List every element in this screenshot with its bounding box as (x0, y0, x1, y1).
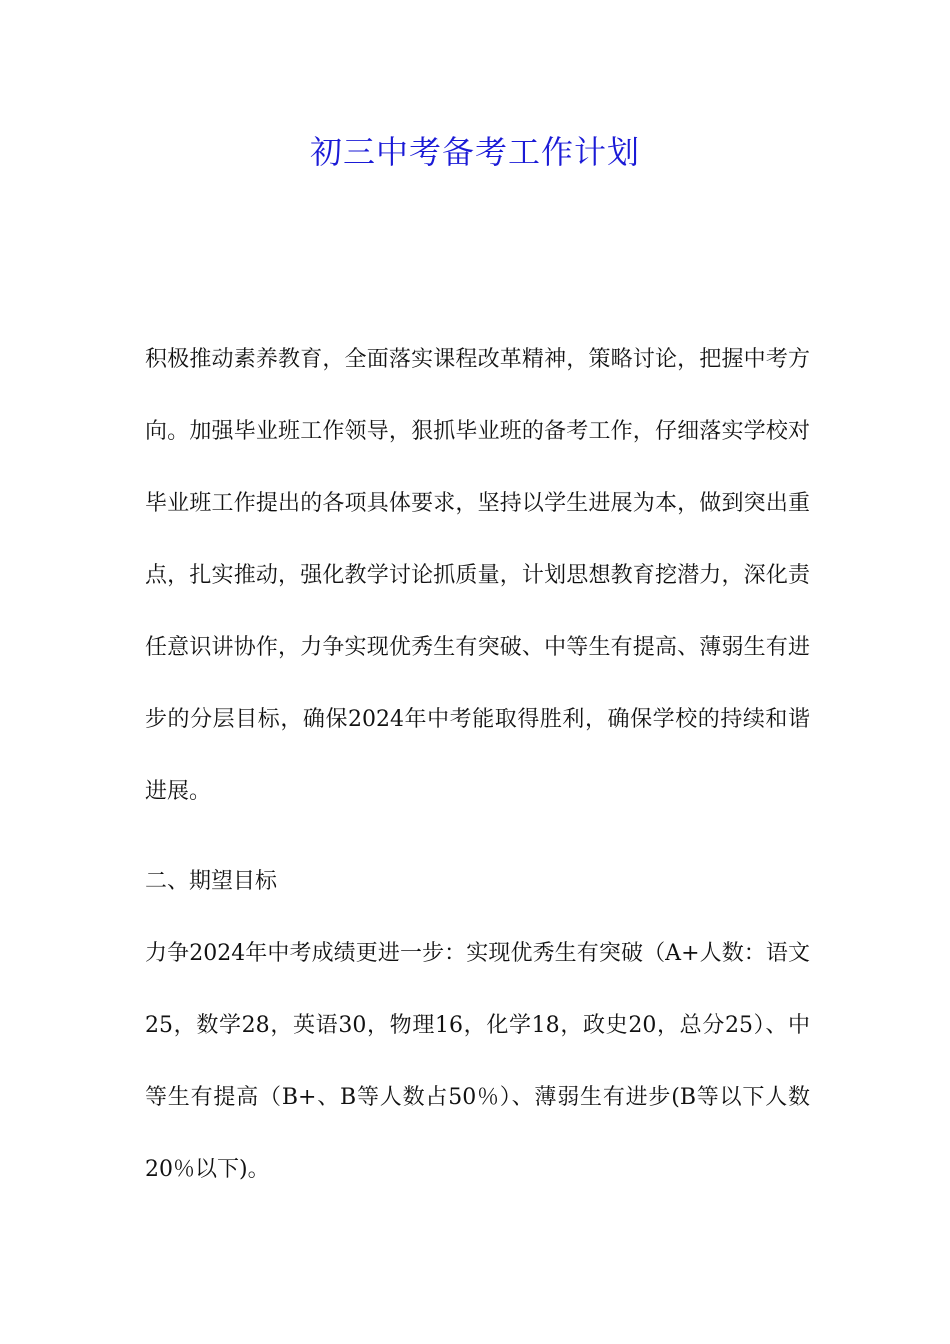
paragraph-goals: 力争2024年中考成绩更进一步：实现优秀生有突破（A+人数：语文25，数学28，英语30，物理16，化学18，政史20，总分25）、中等生有提高（B+、B等人数占50％）、薄弱生有进步(B等以下人数20％以下)。 (145, 941, 810, 1182)
section-heading-expected-goals: 二、期望目标 (145, 869, 278, 894)
paragraph-intro: 积极推动素养教育，全面落实课程改革精神，策略讨论，把握中考方向。加强毕业班工作领导，狠抓毕业班的备考工作，仔细落实学校对毕业班工作提出的各项具体要求，坚持以学生进展为本，做到突出重点，扎实推动，强化教学讨论抓质量，计划思想教育挖潜力，深化责任意识讲协作，力争实现优秀生有突破、中等生有提高、薄弱生有进步的分层目标，确保2024年中考能取得胜利，确保学校的持续和谐进展。 (145, 347, 810, 804)
document-title: 初三中考备考工作计划 (309, 133, 640, 171)
